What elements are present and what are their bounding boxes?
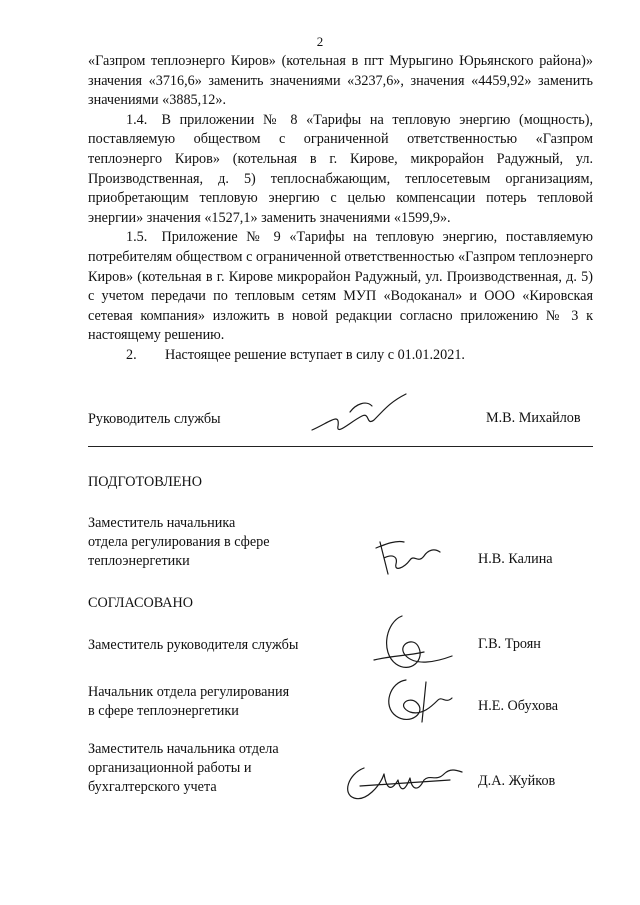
signer-name: Г.В. Троян — [478, 636, 541, 652]
prepared-role-line: Заместитель начальника — [88, 515, 236, 531]
signer-role-line: Начальник отдела регулирования — [88, 684, 290, 700]
prepared-role — [88, 514, 270, 571]
signer-name: Д.А. Жуйков — [478, 773, 556, 789]
prepared-role-line: теплоэнергетики — [88, 553, 190, 569]
signer-role-line: в сфере теплоэнергетики — [88, 703, 239, 719]
prepared-signature-icon — [374, 534, 444, 582]
head-signature-icon — [310, 392, 410, 442]
page-number: 2 — [316, 34, 324, 49]
paragraph-2: 2. Настоящее решение вступает в силу с 01.01.2021. — [126, 346, 465, 363]
signer-signature-icon — [366, 612, 456, 678]
prepared-heading: ПОДГОТОВЛЕНО — [88, 474, 202, 490]
head-name: М.В. Михайлов — [486, 410, 581, 426]
prepared-name: Н.В. Калина — [478, 551, 553, 567]
signer-signature-icon — [340, 760, 464, 804]
signer-role — [88, 636, 298, 655]
signer-role-line: организационной работы и — [88, 760, 252, 776]
signer-signature-icon — [376, 676, 456, 728]
signer-role — [88, 740, 279, 797]
paragraph-1-5: 1.5. Приложение № 9 «Тарифы на тепловую энергию, поставляемую потребителям обществом с ограниченной ответственностью «Газпром теплоэнерго Киров» (котельная в г. Кирове микрорайон Радужный, ул. Производственная, д. 5) с учетом передачи по тепловым сетям МУП «Водоканал» и ООО «Кировская сетевая компания» изложить в новой редакции согласно приложению № 3 к настоящему решению. — [88, 229, 593, 344]
decision-text — [88, 52, 593, 366]
signer-role-line: Заместитель руководителя службы — [88, 637, 299, 653]
signer-name: Н.Е. Обухова — [478, 698, 559, 714]
signer-role-line: бухгалтерского учета — [88, 779, 217, 795]
paragraph-1-4: 1.4. В приложении № 8 «Тарифы на тепловую энергию (мощность), поставляемую обществом с ограниченной ответственностью «Газпром теплоэнерго Киров» (котельная в г. Кирове, микрорайон Радужный, ул. Производственная, д. 5) теплоснабжающим, теплосетевым организациям, приобретающим тепловую энергию с целью компенсации потерь тепловой энергии» значения «1527,1» заменить значениями «1599,9». — [88, 111, 593, 226]
agreed-heading: СОГЛАСОВАНО — [88, 595, 194, 611]
signer-role-line: Заместитель начальника отдела — [88, 741, 279, 757]
paragraph-continuation: «Газпром теплоэнерго Киров» (котельная в пгт Мурыгино Юрьянского района)» значения «3716,6» заменить значениями «3237,6», значения «4459,92» заменить значениями «3885,12». — [88, 53, 593, 109]
head-divider — [88, 446, 593, 447]
prepared-role-line: отдела регулирования в сфере — [88, 534, 270, 550]
signer-role — [88, 683, 289, 721]
head-title: Руководитель службы — [88, 411, 221, 427]
